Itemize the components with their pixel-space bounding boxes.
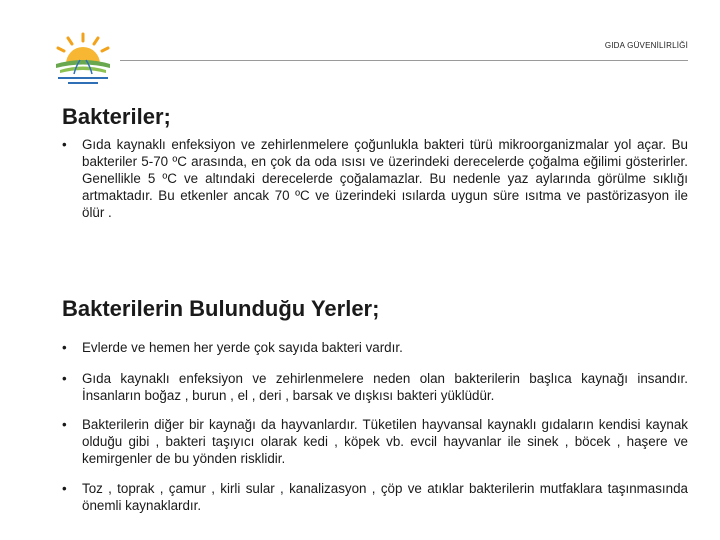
bullet-icon: • — [62, 340, 67, 355]
header-divider — [120, 60, 688, 61]
bullet-icon: • — [62, 417, 67, 432]
list-item-text: Bakterilerin diğer bir kaynağı da hayvanlardır. Tüketilen hayvansal kaynaklı gıdaların kendisi kaynak olduğu gibi , bakteri taşıyıcı olarak kedi , köpek vb. evcil hayvanlar ile sinek , böcek , haşere ve kemirgenler de bu yönden risklidir. — [82, 417, 688, 466]
list-item-text: Toz , toprak , çamur , kirli sular , kanalizasyon , çöp ve atıklar bakterilerin mutfaklara taşınmasında önemli kaynaklardır. — [82, 481, 688, 513]
list-item — [62, 339, 688, 356]
list-item — [62, 480, 688, 514]
header-title: GIDA GÜVENİLİRLİĞİ — [604, 41, 688, 50]
list-item-text: Gıda kaynaklı enfeksiyon ve zehirlenmelere çoğunlukla bakteri türü mikroorganizmalar yol açar. Bu bakteriler 5-70 ºC arasında, en çok da oda ısısı ve üzerindeki derecelerde çoğalma eğilimi gösterirler. Genellikle 5 ºC ve altındaki derecelerde çoğalamazlar. Bu nedenle yaz aylarında görülme sıklığı artmaktadır. Bu etkenler ancak 70 ºC ve üzerindeki ısılarda uygun süre ısıtma ve pastörizasyon ile ölür . — [82, 137, 688, 220]
bullet-icon: • — [62, 371, 67, 386]
bullet-icon: • — [62, 481, 67, 496]
list-item — [62, 136, 688, 221]
section-title-bakteriler: Bakteriler; — [62, 104, 171, 129]
list-item-text: Gıda kaynaklı enfeksiyon ve zehirlenmelere neden olan bakterilerin başlıca kaynağı insandır. İnsanların boğaz , burun , el , deri , barsak ve dışkısı bakteri yüklüdür. — [82, 371, 688, 403]
section-title-bulundugu-yerler: Bakterilerin Bulunduğu Yerler; — [62, 296, 380, 321]
sun-wheat-logo-icon — [50, 30, 116, 92]
list-item-text: Evlerde ve hemen her yerde çok sayıda bakteri vardır. — [82, 340, 403, 355]
list-item — [62, 416, 688, 467]
bullet-icon: • — [62, 137, 67, 152]
list-item — [62, 370, 688, 404]
